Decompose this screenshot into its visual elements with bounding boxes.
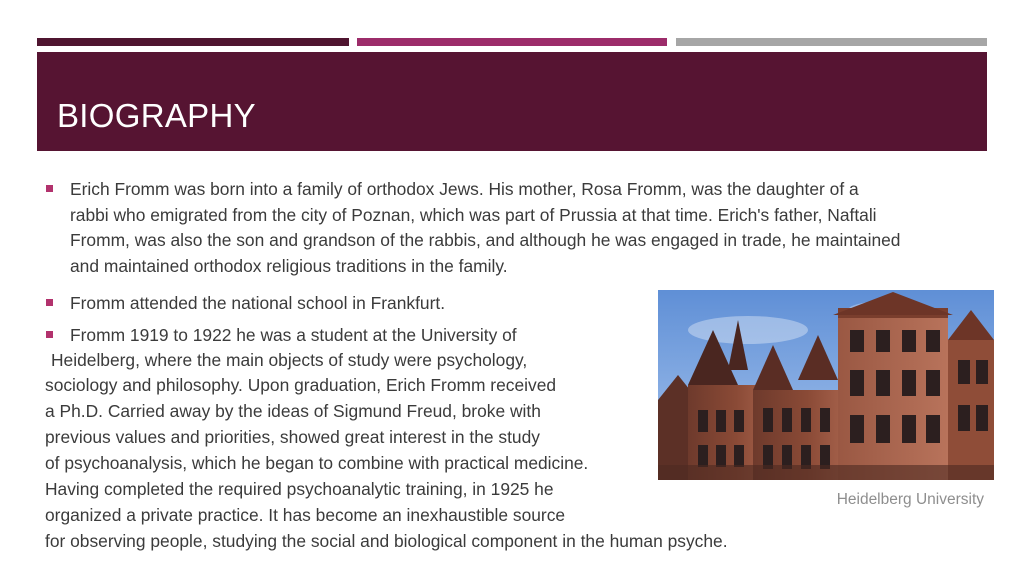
paragraph-line: sociology and philosophy. Upon graduation, Erich Fromm received [45,375,557,395]
bullet3-text: Fromm 1919 to 1922 he was a student at the University of [70,325,517,345]
bullet-square-icon [46,331,53,338]
university-photo [658,290,994,480]
paragraph-line: organized a private practice. It has become an inexhaustible source [45,505,566,525]
title-banner [37,52,987,151]
image-caption: Heidelberg University [836,491,984,508]
building-illustration [658,290,994,480]
paragraph-line: previous values and priorities, showed great interest in the study [45,427,540,447]
bullet1-line: rabbi who emigrated from the city of Poznan, which was part of Prussia at that time. Erich's father, Naftali [70,205,877,225]
bullet-square-icon [46,299,53,306]
paragraph-line: for observing people, studying the social and biological component in the human psyche. [45,531,728,551]
paragraph-line: a Ph.D. Carried away by the ideas of Sigmund Freud, broke with [45,401,541,421]
bullet2-text: Fromm attended the national school in Frankfurt. [70,293,446,313]
slide-title: BIOGRAPHY [57,97,256,134]
accent-bar-gray [676,38,987,46]
paragraph-line: of psychoanalysis, which he began to combine with practical medicine. [45,453,589,473]
accent-bar-dark [37,38,349,46]
bullet-square-icon [46,185,53,192]
bullet1-line: Erich Fromm was born into a family of orthodox Jews. His mother, Rosa Fromm, was the daughter of a [70,179,859,199]
paragraph-line: Having completed the required psychoanalytic training, in 1925 he [45,479,554,499]
paragraph-line: Heidelberg, where the main objects of study were psychology, [51,350,528,370]
accent-bar-magenta [357,38,667,46]
bullet1-line: and maintained orthodox religious traditions in the family. [70,256,508,276]
bullet1-line: Fromm, was also the son and grandson of the rabbis, and although he was engaged in trade, he maintained [70,230,901,250]
